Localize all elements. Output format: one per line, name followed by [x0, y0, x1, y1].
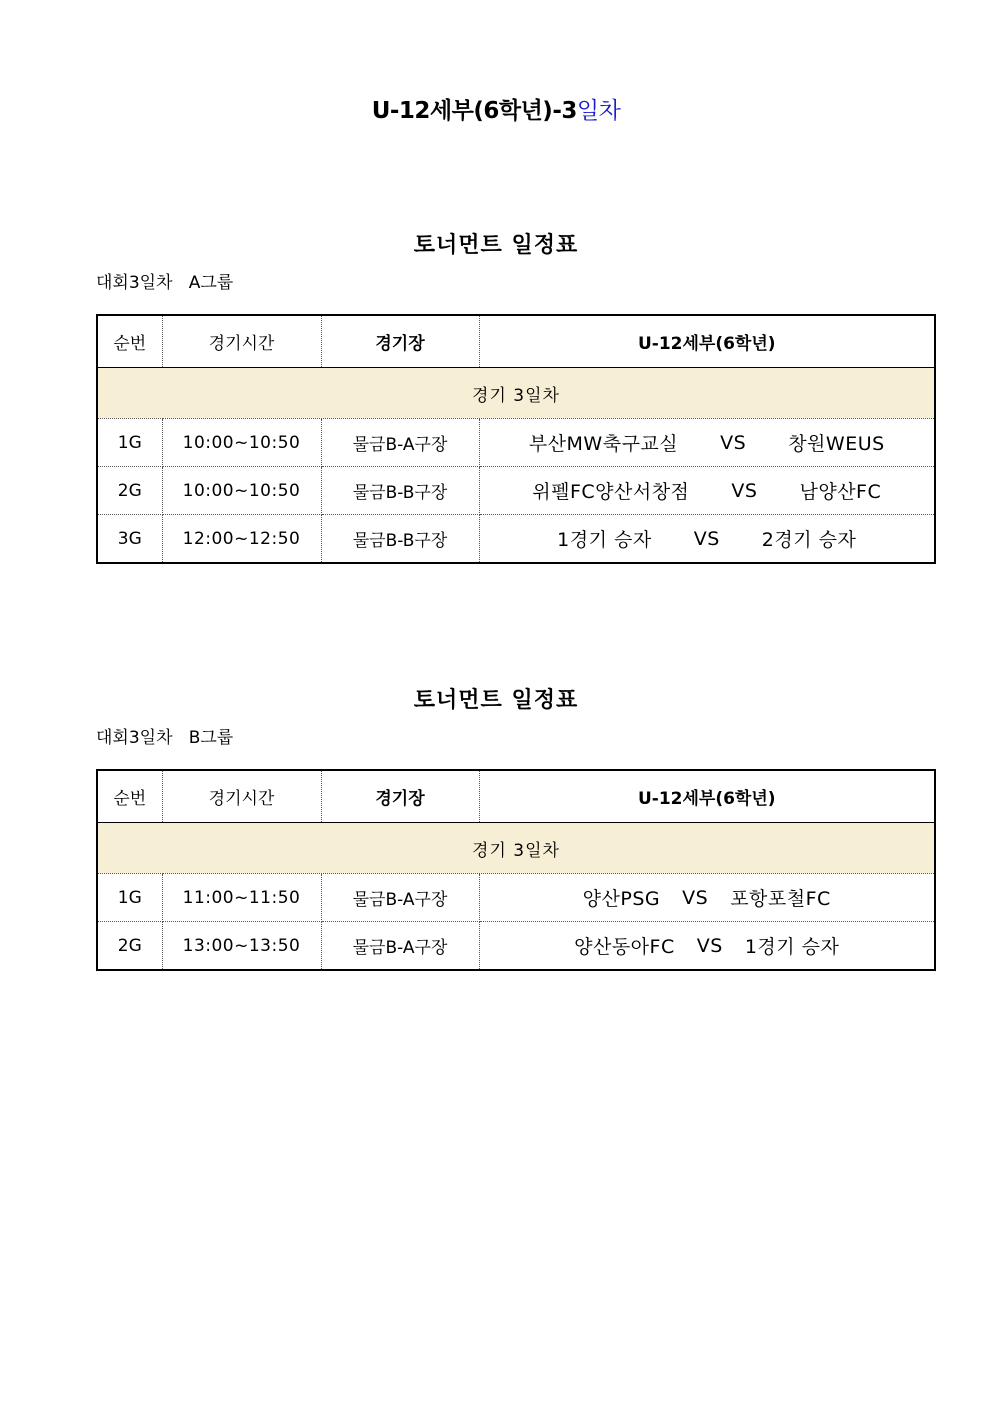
match-no: 2G: [97, 922, 162, 971]
match-teams: [479, 515, 935, 564]
header-division: U-12세부(6학년): [479, 315, 935, 368]
match-venue: 물금B-A구장: [321, 922, 479, 971]
day-row: [97, 368, 935, 419]
away-team: 남양산FC: [799, 481, 882, 503]
table-row: [97, 874, 935, 922]
match-venue: 물금B-B구장: [321, 467, 479, 515]
match-teams: [479, 419, 935, 467]
day-row: [97, 823, 935, 874]
table-row: [97, 922, 935, 971]
match-time: 13:00~13:50: [162, 922, 321, 971]
vs-label: VS: [682, 886, 709, 909]
home-team: 위펠FC양산서창점: [532, 481, 690, 503]
home-team: 1경기 승자: [557, 529, 652, 551]
vs-label: VS: [696, 934, 723, 957]
page-title-accent: 일차: [576, 98, 621, 124]
vs-label: VS: [720, 431, 747, 454]
header-venue: 경기장: [321, 770, 479, 823]
table-row: [97, 467, 935, 515]
match-venue: 물금B-A구장: [321, 874, 479, 922]
section-a-group-label: 대회3일차 A그룹: [96, 273, 234, 293]
section-a-title: 토너먼트 일정표: [413, 233, 579, 258]
match-venue: 물금B-A구장: [321, 419, 479, 467]
schedule-table-b: [96, 769, 936, 971]
section-b-title: 토너먼트 일정표: [413, 688, 579, 713]
match-time: 10:00~10:50: [162, 467, 321, 515]
day-label: 경기 3일차: [97, 368, 935, 419]
home-team: 양산PSG: [582, 888, 661, 910]
header-venue: 경기장: [321, 315, 479, 368]
match-no: 1G: [97, 874, 162, 922]
match-time: 12:00~12:50: [162, 515, 321, 564]
header-time: 경기시간: [162, 770, 321, 823]
page-title: [0, 92, 992, 125]
section-b-group-label: 대회3일차 B그룹: [96, 728, 234, 748]
match-teams: [479, 467, 935, 515]
match-no: 1G: [97, 419, 162, 467]
header-no: 순번: [97, 315, 162, 368]
vs-label: VS: [693, 527, 720, 550]
away-team: 2경기 승자: [761, 529, 857, 551]
away-team: 1경기 승자: [744, 936, 840, 958]
schedule-table-a: [96, 314, 936, 564]
match-time: 10:00~10:50: [162, 419, 321, 467]
header-division: U-12세부(6학년): [479, 770, 935, 823]
vs-label: VS: [731, 479, 758, 502]
table-header-row: [97, 770, 935, 823]
away-team: 창원WEUS: [788, 433, 885, 455]
match-no: 2G: [97, 467, 162, 515]
match-teams: [479, 922, 935, 971]
header-time: 경기시간: [162, 315, 321, 368]
day-label: 경기 3일차: [97, 823, 935, 874]
home-team: 양산동아FC: [574, 936, 675, 958]
match-venue: 물금B-B구장: [321, 515, 479, 564]
match-teams: [479, 874, 935, 922]
header-no: 순번: [97, 770, 162, 823]
table-row: [97, 419, 935, 467]
page-title-main: U-12세부(6학년)-3: [371, 98, 577, 124]
match-no: 3G: [97, 515, 162, 564]
away-team: 포항포철FC: [730, 888, 831, 910]
home-team: 부산MW축구교실: [528, 433, 679, 455]
table-row: [97, 515, 935, 564]
match-time: 11:00~11:50: [162, 874, 321, 922]
table-header-row: [97, 315, 935, 368]
